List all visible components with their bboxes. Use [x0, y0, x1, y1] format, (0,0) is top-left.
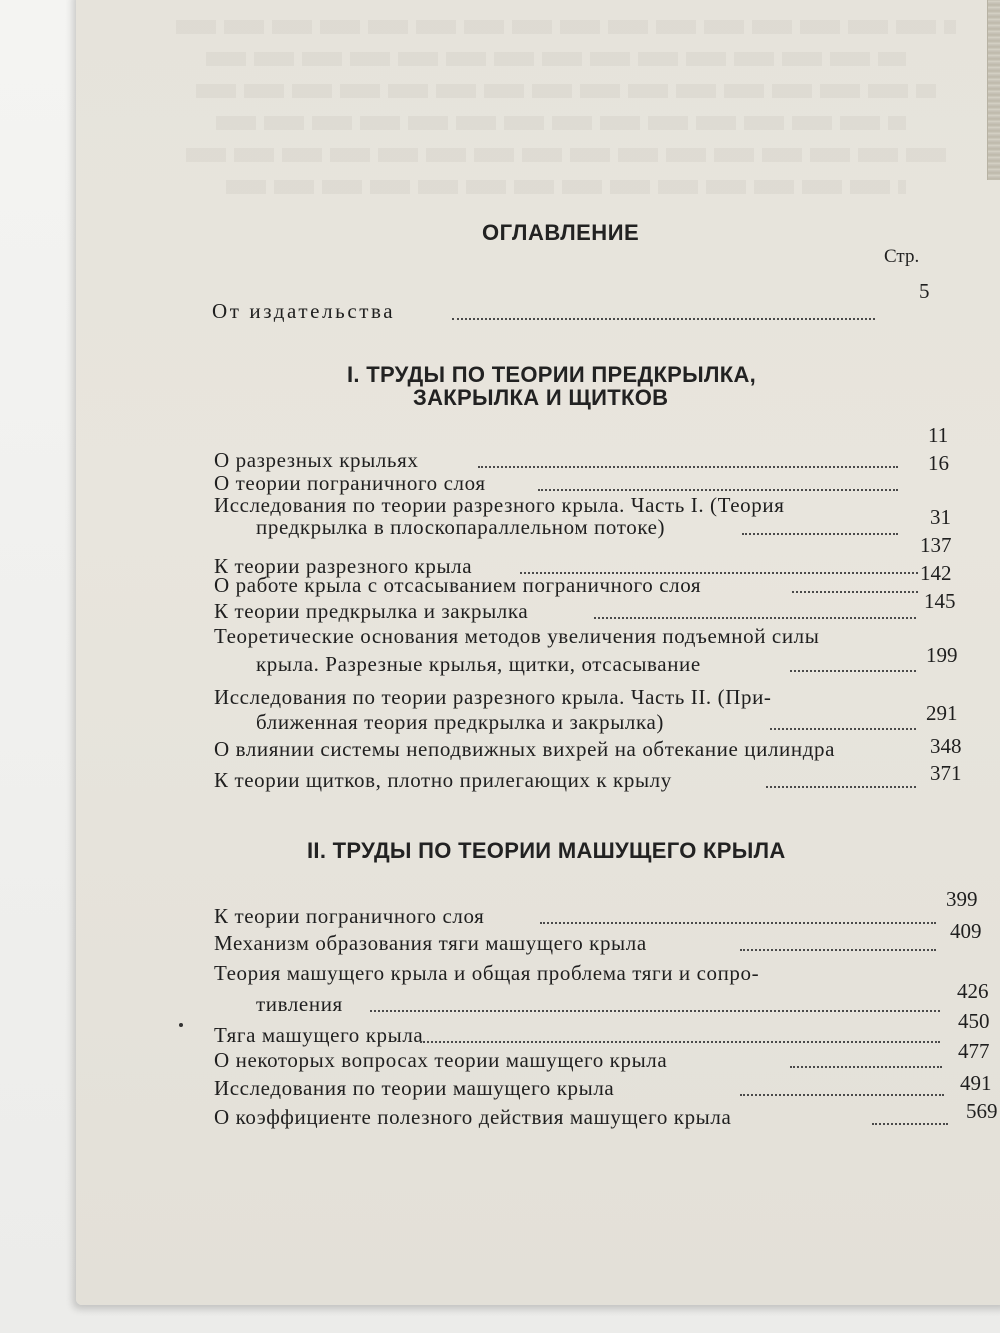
toc-entry-line: Исследования по теории разрезного крыла. Часть II. (При-: [214, 685, 772, 709]
toc-entry-page: 137: [920, 533, 952, 557]
dot-leader: [770, 728, 916, 730]
toc-entry-page: 569: [966, 1099, 998, 1123]
toc-entry-page: 16: [928, 451, 949, 475]
dot-leader: [540, 922, 936, 924]
toc-entry-page: 426: [957, 979, 989, 1003]
dot-leader: [766, 786, 916, 788]
toc-entry-line: О коэффициенте полезного действия машущего крыла: [214, 1105, 732, 1129]
toc-entry-line: О некоторых вопросах теории машущего крыла: [214, 1048, 668, 1072]
dot-leader: [370, 1010, 940, 1012]
toc-entry-line: ближенная теория предкрылка и закрылка): [256, 710, 664, 734]
toc-entry-line: Исследования по теории машущего крыла: [214, 1076, 615, 1100]
toc-entry-line: тивления: [256, 992, 343, 1016]
dot-leader: [742, 533, 898, 535]
dot-leader: [872, 1123, 948, 1125]
toc-entry-line: О работе крыла с отсасыванием пограничного слоя: [214, 573, 702, 597]
toc-entry-line: Теоретические основания методов увеличения подъемной силы: [214, 624, 820, 648]
toc-entry-page: 145: [924, 589, 956, 613]
section-1-heading-line-2: ЗАКРЫЛКА И ЩИТКОВ: [413, 385, 669, 410]
toc-entry-line: О разрезных крыльях: [214, 448, 419, 472]
dot-leader: [452, 318, 875, 320]
toc-entry-line: крыла. Разрезные крылья, щитки, отсасывание: [256, 652, 701, 676]
book-spine-edge: [987, 0, 1000, 180]
show-through-text: [206, 52, 906, 66]
toc-entry-page: 450: [958, 1009, 990, 1033]
toc-entry-line: К теории предкрылка и закрылка: [214, 599, 529, 623]
toc-entry-page: 348: [930, 734, 962, 758]
toc-entry-line: О теории пограничного слоя: [214, 471, 486, 495]
toc-entry-page: 491: [960, 1071, 992, 1095]
dot-leader: [740, 949, 936, 951]
dot-leader: [538, 489, 898, 491]
toc-entry-page: 11: [928, 423, 949, 447]
section-2-heading: II. ТРУДЫ ПО ТЕОРИИ МАШУЩЕГО КРЫЛА: [307, 838, 786, 863]
toc-entry-line: К теории разрезного крыла: [214, 554, 473, 578]
dot-leader: [594, 617, 916, 619]
toc-entry-line: Механизм образования тяги машущего крыла: [214, 931, 647, 955]
toc-entry-page: 291: [926, 701, 958, 725]
show-through-text: [196, 84, 936, 98]
toc-entry-line: О влиянии системы неподвижных вихрей на обтекание цилиндра: [214, 737, 836, 761]
toc-entry-front-page: 5: [919, 279, 930, 303]
toc-entry-line: Тяга машущего крыла: [214, 1023, 424, 1047]
section-1-heading-line-1: I. ТРУДЫ ПО ТЕОРИИ ПРЕДКРЫЛКА,: [347, 362, 757, 387]
toc-entry-page: 371: [930, 761, 962, 785]
toc-entry-page: 409: [950, 919, 982, 943]
dot-leader: [740, 1094, 944, 1096]
toc-entry-page: 31: [930, 505, 951, 529]
toc-entry-page: 142: [920, 561, 952, 585]
show-through-text: [176, 20, 956, 34]
toc-entry-line: предкрылка в плоскопараллельном потоке): [256, 515, 666, 539]
toc-entry-page: 477: [958, 1039, 990, 1063]
show-through-text: [216, 116, 906, 130]
dot-leader: [420, 1041, 940, 1043]
ink-speck: [179, 1023, 183, 1027]
toc-entry-line: К теории щитков, плотно прилегающих к крылу: [214, 768, 672, 792]
toc-entry-page: 199: [926, 643, 958, 667]
dot-leader: [790, 1066, 942, 1068]
toc-entry-page: 399: [946, 887, 978, 911]
toc-entry-front-title: От издательства: [212, 299, 396, 323]
toc-entry-line: К теории пограничного слоя: [214, 904, 485, 928]
show-through-text: [226, 180, 906, 194]
dot-leader: [478, 466, 898, 468]
dot-leader: [792, 591, 918, 593]
page-column-label: Стр.: [884, 246, 920, 267]
toc-title: ОГЛАВЛЕНИЕ: [482, 220, 640, 245]
show-through-text: [186, 148, 946, 162]
toc-entry-line: Теория машущего крыла и общая проблема тяги и сопро-: [214, 961, 760, 985]
dot-leader: [790, 670, 916, 672]
toc-entry-line: Исследования по теории разрезного крыла. Часть I. (Теория: [214, 493, 785, 517]
